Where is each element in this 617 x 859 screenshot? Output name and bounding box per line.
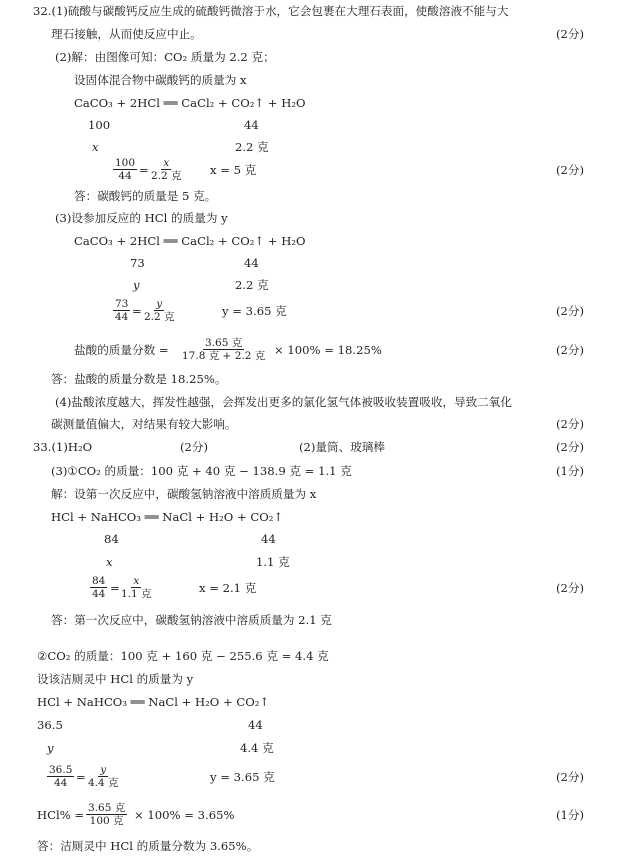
fraction-denominator: 100 克 xyxy=(89,815,124,827)
q32-part3-percent-score: (2分) xyxy=(555,343,584,357)
q33-part4-molar-mass-hcl: 36.5 xyxy=(37,718,63,732)
fraction-numerator: 36.5 xyxy=(49,764,73,776)
q32-part2-result: x = 5 克 xyxy=(210,163,257,177)
fraction-numerator: y xyxy=(100,764,107,776)
fraction-denominator: 1.1 克 xyxy=(121,588,152,600)
q32-part2-answer: 答：碳酸钙的质量是 5 克。 xyxy=(74,189,217,203)
q32-part3-percent-label: 盐酸的质量分数 = xyxy=(74,343,169,357)
fraction-numerator: x xyxy=(163,157,170,169)
q32-part3-co2-mass: 2.2 克 xyxy=(235,278,269,292)
q32-part1-line2: 理石接触，从而使反应中止。 xyxy=(51,27,202,41)
fraction-numerator: 100 xyxy=(115,157,136,169)
q33-part3-equation: HCl + NaHCO₃ ══ NaCl + H₂O + CO₂↑ xyxy=(51,510,284,524)
q32-part4-line2: 碳测量值偏大，对结果有较大影响。 xyxy=(51,417,237,431)
q33-part3-answer: 答：第一次反应中，碳酸氢钠溶液中溶质质量为 2.1 克 xyxy=(51,613,332,627)
q32-part2-molar-mass-co2: 44 xyxy=(244,118,259,132)
q33-part3-unknown-x: x xyxy=(106,555,113,569)
q32-part3-molar-mass-hcl: 73 xyxy=(130,256,145,270)
q33-part4-percent-label: HCl% = xyxy=(37,808,85,822)
q33-part4-percent-fraction xyxy=(86,802,127,827)
q33-part4-fraction-left xyxy=(47,764,74,789)
q33-part2-score: (2分) xyxy=(555,440,584,454)
q33-part1-answer: 33.(1)H₂O xyxy=(33,440,93,454)
q33-part3-result: x = 2.1 克 xyxy=(199,581,257,595)
fraction-numerator: 73 xyxy=(115,298,129,310)
q32-part3-result: y = 3.65 克 xyxy=(222,304,287,318)
q33-part4-line1: ②CO₂ 的质量：100 克 + 160 克 − 255.6 克 = 4.4 克 xyxy=(37,649,329,663)
q32-part2-fraction-left xyxy=(113,157,137,182)
fraction-numerator: y xyxy=(156,298,163,310)
q33-part2-answer: (2)量筒、玻璃棒 xyxy=(299,440,385,454)
q33-part3-fraction-left xyxy=(90,575,107,600)
q33-part4-fraction-right xyxy=(86,764,121,789)
fraction-denominator: 44 xyxy=(54,777,68,789)
q32-part3-unknown-y: y xyxy=(133,278,140,292)
q33-part4-line2: 设该洁厕灵中 HCl 的质量为 y xyxy=(37,672,194,686)
q32-part2-line2: 设固体混合物中碳酸钙的质量为 x xyxy=(74,73,247,87)
q33-part4-score: (2分) xyxy=(555,770,584,784)
fraction-denominator: 44 xyxy=(118,170,132,182)
q32-part3-score: (2分) xyxy=(555,304,584,318)
fraction-denominator: 17.8 克 + 2.2 克 xyxy=(182,350,266,362)
q33-part1-score: (2分) xyxy=(180,440,209,454)
q32-part3-line1: (3)设参加反应的 HCl 的质量为 y xyxy=(55,211,228,225)
q32-part1-line1: 32.(1)硫酸与碳酸钙反应生成的硫酸钙微溶于水，它会包裹在大理石表面，使酸溶液不能与大 xyxy=(33,4,509,18)
q33-part4-equation: HCl + NaHCO₃ ══ NaCl + H₂O + CO₂↑ xyxy=(37,695,270,709)
q33-part4-co2-mass: 4.4 克 xyxy=(240,741,274,755)
fraction-numerator: 3.65 克 xyxy=(88,802,126,814)
q33-part4-percent-result: × 100% = 3.65% xyxy=(134,808,235,822)
fraction-denominator: 44 xyxy=(92,588,106,600)
q33-part3-line1: (3)①CO₂ 的质量：100 克 + 40 克 − 138.9 克 = 1.1 克 xyxy=(51,464,352,478)
fraction-numerator: 84 xyxy=(92,575,106,587)
fraction-numerator: x xyxy=(133,575,140,587)
q32-part4-score: (2分) xyxy=(555,417,584,431)
fraction-denominator: 4.4 克 xyxy=(88,777,119,789)
q32-part4-line1: (4)盐酸浓度越大，挥发性越强，会挥发出更多的氯化氢气体被吸收装置吸收，导致二氧化 xyxy=(55,395,512,409)
q32-part2-line1: (2)解：由图像可知：CO₂ 质量为 2.2 克； xyxy=(55,50,275,64)
q32-part3-molar-mass-co2: 44 xyxy=(244,256,259,270)
fraction-numerator: 3.65 克 xyxy=(205,337,243,349)
q32-part2-molar-mass-caco3: 100 xyxy=(88,118,111,132)
q32-part1-score: (2分) xyxy=(555,27,584,41)
q32-part3-equals: = xyxy=(132,304,142,318)
q32-part3-fraction-left xyxy=(113,298,130,323)
q32-part2-equals: = xyxy=(139,163,149,177)
fraction-denominator: 2.2 克 xyxy=(144,311,175,323)
q32-part3-percent-result: × 100% = 18.25% xyxy=(274,343,382,357)
q32-part3-percent-fraction xyxy=(180,337,267,362)
q33-part4-result: y = 3.65 克 xyxy=(210,770,275,784)
q33-part3-fraction-right xyxy=(119,575,154,600)
q32-part2-equation: CaCO₃ + 2HCl ══ CaCl₂ + CO₂↑ + H₂O xyxy=(74,96,306,110)
q33-part3-co2-mass: 1.1 克 xyxy=(256,555,290,569)
q33-part4-equals: = xyxy=(76,770,86,784)
q33-part3-molar-mass-co2: 44 xyxy=(261,532,276,546)
q32-part3-fraction-right xyxy=(142,298,177,323)
q32-part2-fraction-right xyxy=(149,157,184,182)
q32-part3-answer: 答：盐酸的质量分数是 18.25%。 xyxy=(51,372,227,386)
q33-part4-percent-score: (1分) xyxy=(555,808,584,822)
fraction-denominator: 44 xyxy=(115,311,129,323)
fraction-denominator: 2.2 克 xyxy=(151,170,182,182)
q32-part2-unknown-x: x xyxy=(92,140,99,154)
q33-part3-co2-score: (1分) xyxy=(555,464,584,478)
q33-part3-score: (2分) xyxy=(555,581,584,595)
q33-part4-unknown-y: y xyxy=(47,741,54,755)
q32-part2-co2-mass: 2.2 克 xyxy=(235,140,269,154)
q33-part3-line2: 解：设第一次反应中，碳酸氢钠溶液中溶质质量为 x xyxy=(51,487,317,501)
q33-part3-equals: = xyxy=(110,581,120,595)
q33-part3-molar-mass-nahco3: 84 xyxy=(104,532,119,546)
q33-part4-molar-mass-co2: 44 xyxy=(248,718,263,732)
q33-part4-answer: 答：洁厕灵中 HCl 的质量分数为 3.65%。 xyxy=(37,839,259,853)
q32-part3-equation: CaCO₃ + 2HCl ══ CaCl₂ + CO₂↑ + H₂O xyxy=(74,234,306,248)
q32-part2-score: (2分) xyxy=(555,163,584,177)
